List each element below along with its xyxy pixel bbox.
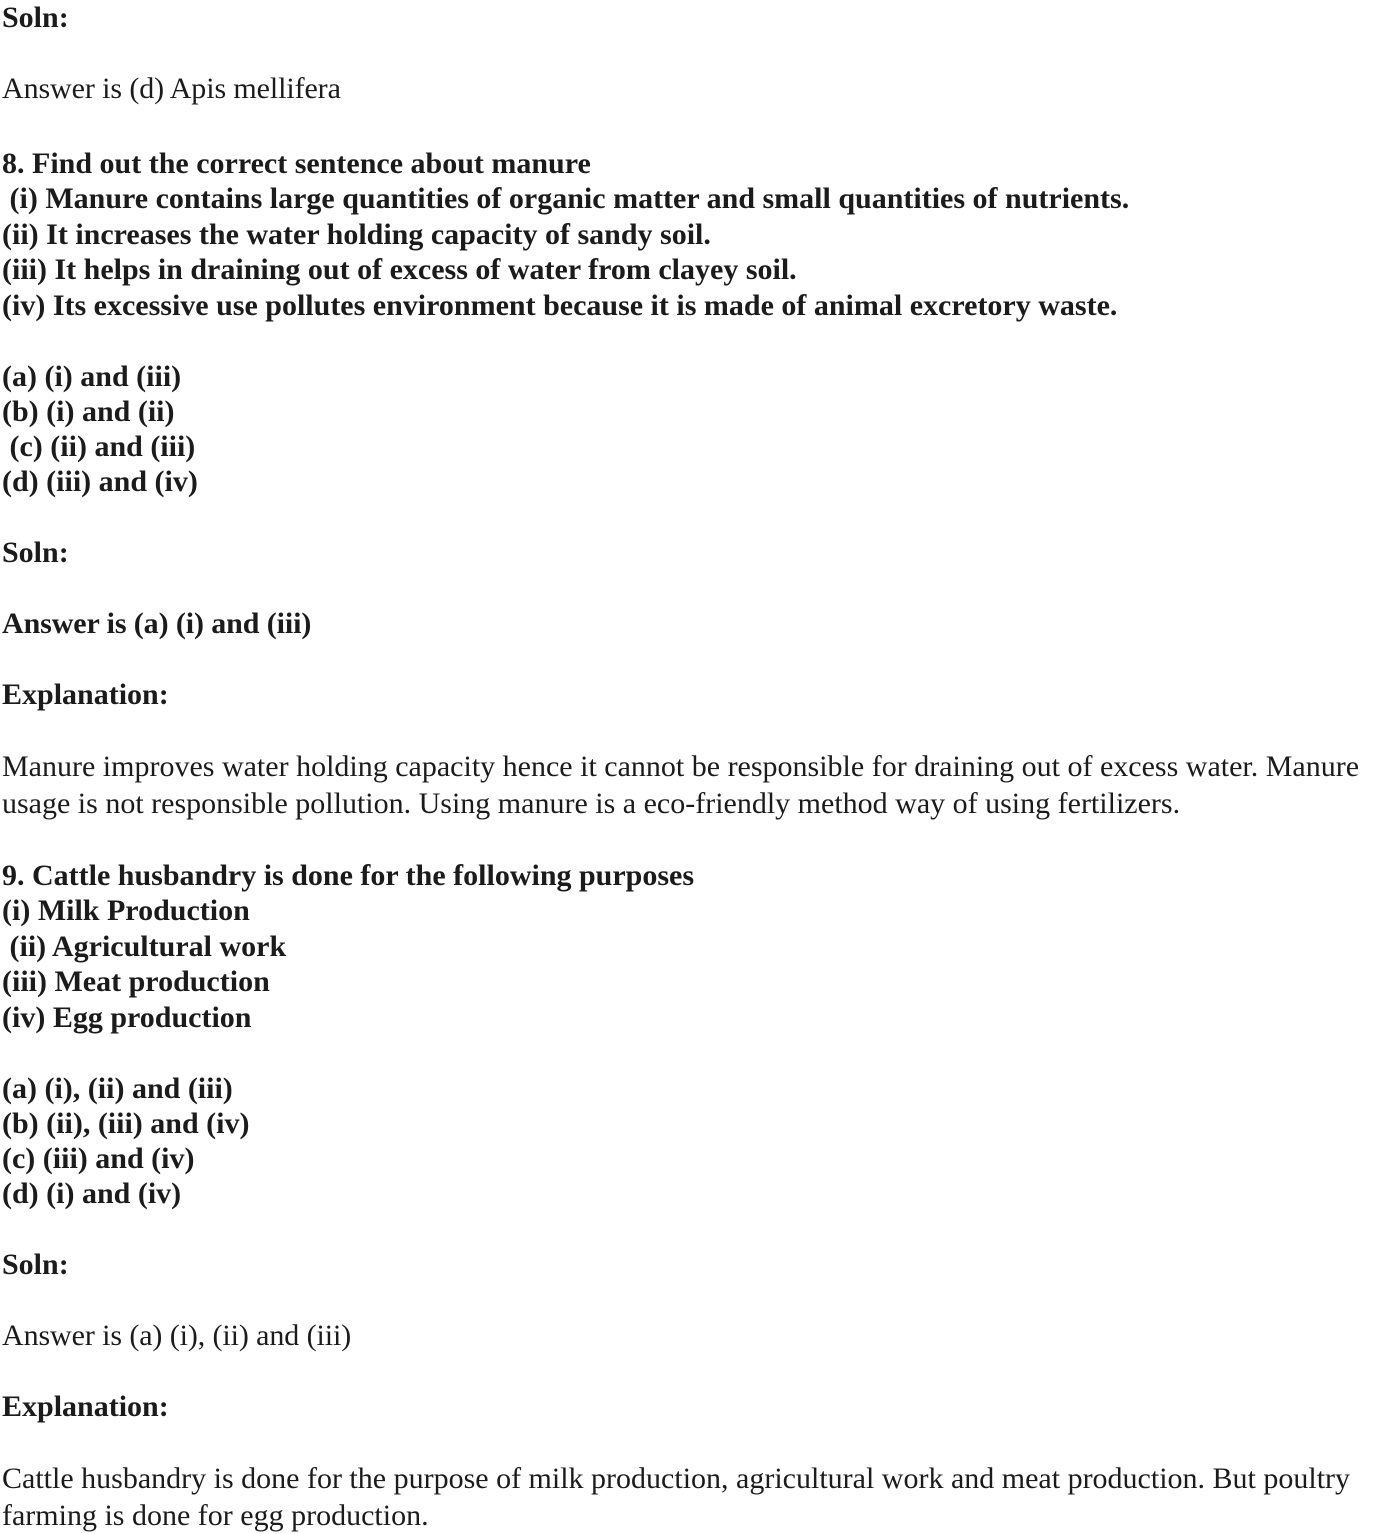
spacer xyxy=(2,499,1381,535)
spacer xyxy=(2,1424,1381,1460)
q8-explanation-text: Manure improves water holding capacity hence it cannot be responsible for draining out of excess water. Manure usage is not responsible pollution. Using manure is a eco-friendly method way of using fertilizers. xyxy=(2,750,1367,820)
q9-soln-label: Soln: xyxy=(2,1248,69,1281)
q9-option-a: (a) (i), (ii) and (iii) xyxy=(2,1072,233,1105)
q8-option-a: (a) (i) and (iii) xyxy=(2,360,182,393)
q9-statement-iii: (iii) Meat production xyxy=(2,965,270,998)
q9-statement-i: (i) Milk Production xyxy=(2,894,250,927)
q9-answer-text: Answer is (a) (i), (ii) and (iii) xyxy=(2,1319,352,1352)
q9-option-b: (b) (ii), (iii) and (iv) xyxy=(2,1107,250,1140)
q9-statement-iv: (iv) Egg production xyxy=(2,1000,252,1034)
spacer xyxy=(2,641,1381,677)
q8-statement-iv: (iv) Its excessive use pollutes environment because it is made of animal excretory waste. xyxy=(2,288,1118,322)
spacer xyxy=(2,1211,1381,1247)
q9-statement-ii: (ii) Agricultural work xyxy=(2,929,287,963)
q8-explanation-label: Explanation: xyxy=(2,678,169,711)
q8-answer-text: Answer is (a) (i) and (iii) xyxy=(2,607,312,640)
question-9-title: 9. Cattle husbandry is done for the following purposes xyxy=(2,859,695,892)
q8-option-b: (b) (i) and (ii) xyxy=(2,395,175,428)
spacer xyxy=(2,1282,1381,1318)
spacer xyxy=(2,822,1381,858)
q7-soln-label: Soln: xyxy=(2,1,69,34)
q7-answer-text: Answer is (d) Apis mellifera xyxy=(2,72,341,105)
q9-explanation-text: Cattle husbandry is done for the purpose of milk production, agricultural work and meat production. But poultry farming is done for egg production. xyxy=(2,1462,1358,1532)
q9-explanation-label: Explanation: xyxy=(2,1390,169,1423)
q8-option-d: (d) (iii) and (iv) xyxy=(2,465,198,498)
spacer xyxy=(2,712,1381,748)
spacer xyxy=(2,1035,1381,1071)
q9-option-d: (d) (i) and (iv) xyxy=(2,1177,182,1210)
q8-statement-iii: (iii) It helps in draining out of excess of water from clayey soil. xyxy=(2,253,797,286)
q8-soln-label: Soln: xyxy=(2,536,69,569)
q9-option-c: (c) (iii) and (iv) xyxy=(2,1142,195,1175)
spacer xyxy=(2,1353,1381,1389)
q8-statement-ii: (ii) It increases the water holding capacity of sandy soil. xyxy=(2,217,711,251)
q8-option-c: (c) (ii) and (iii) xyxy=(2,430,196,463)
spacer xyxy=(2,35,1381,71)
spacer xyxy=(2,323,1381,359)
q8-statement-i: (i) Manure contains large quantities of organic matter and small quantities of nutrients. xyxy=(2,182,1130,215)
question-8-title: 8. Find out the correct sentence about manure xyxy=(2,147,591,180)
spacer xyxy=(2,106,1381,146)
spacer xyxy=(2,570,1381,606)
